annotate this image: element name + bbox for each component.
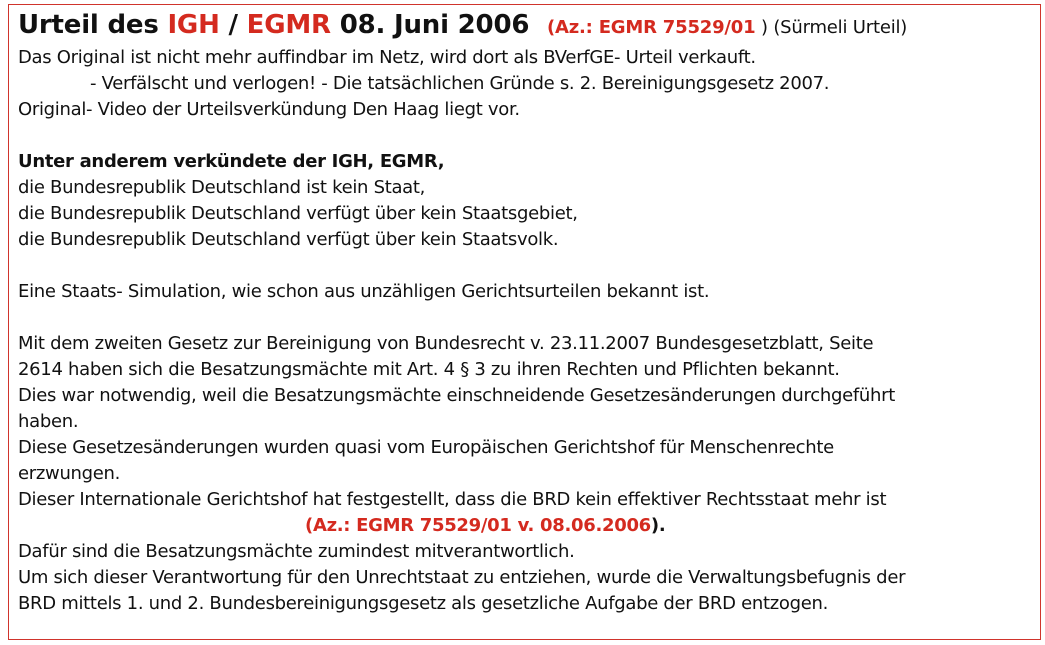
- title-ref-open: (: [546, 17, 555, 38]
- spacer: [18, 305, 1018, 331]
- verdict-item: die Bundesrepublik Deutschland verfügt über kein Staatsvolk.: [18, 229, 559, 250]
- case-reference: [18, 513, 1018, 539]
- body-line: haben.: [18, 411, 79, 432]
- spacer: [18, 253, 1018, 279]
- document-body: [18, 8, 1018, 617]
- body-line: BRD mittels 1. und 2. Bundesbereinigungsgesetz als gesetzliche Aufgabe der BRD entzogen.: [18, 593, 828, 614]
- title-egmr: EGMR: [246, 10, 331, 40]
- body-line: Dieser Internationale Gerichtshof hat festgestellt, dass die BRD kein effektiver Rechtsstaat mehr ist: [18, 489, 887, 510]
- title-igh: IGH: [167, 10, 220, 40]
- verdict-heading: Unter anderem verkündete der IGH, EGMR,: [18, 151, 445, 172]
- page-title: [18, 8, 1018, 45]
- title-date: 08. Juni 2006: [330, 10, 530, 40]
- spacer: [18, 123, 1018, 149]
- body-line: Um sich dieser Verantwortung für den Unrechtstaat zu entziehen, wurde die Verwaltungsbefugnis der: [18, 567, 906, 588]
- intro-line-1: Das Original ist nicht mehr auffindbar im Netz, wird dort als BVerfGE- Urteil verkauft.: [18, 47, 756, 68]
- body-line: Dies war notwendig, weil die Besatzungsmächte einschneidende Gesetzesänderungen durchgeführt: [18, 385, 895, 406]
- verdict-item: die Bundesrepublik Deutschland ist kein Staat,: [18, 177, 426, 198]
- ref-text: Az.: EGMR 75529/01 v. 08.06.2006: [312, 515, 651, 536]
- body-line: Dafür sind die Besatzungsmächte zumindest mitverantwortlich.: [18, 541, 575, 562]
- intro-line-3: Original- Video der Urteilsverkündung Den Haag liegt vor.: [18, 99, 520, 120]
- body-line: erzwungen.: [18, 463, 121, 484]
- verdict-item: die Bundesrepublik Deutschland verfügt über kein Staatsgebiet,: [18, 203, 578, 224]
- intro-line-2: - Verfälscht und verlogen! - Die tatsächlichen Gründe s. 2. Bereinigungsgesetz 2007.: [90, 73, 830, 94]
- simulation-line: Eine Staats- Simulation, wie schon aus unzähligen Gerichtsurteilen bekannt ist.: [18, 281, 710, 302]
- title-ref: Az.: EGMR 75529/01: [554, 17, 756, 38]
- ref-close: ).: [650, 515, 666, 536]
- title-text: Urteil des: [18, 10, 168, 40]
- body-line: Diese Gesetzesänderungen wurden quasi vom Europäischen Gerichtshof für Menschenrechte: [18, 437, 834, 458]
- title-ref-close: ) (Sürmeli Urteil): [755, 17, 908, 38]
- body-line: 2614 haben sich die Besatzungsmächte mit Art. 4 § 3 zu ihren Rechten und Pflichten bekannt.: [18, 359, 840, 380]
- ref-open: (: [305, 515, 313, 536]
- title-slash: /: [219, 10, 247, 40]
- body-line: Mit dem zweiten Gesetz zur Bereinigung von Bundesrecht v. 23.11.2007 Bundesgesetzblatt, Seite: [18, 333, 874, 354]
